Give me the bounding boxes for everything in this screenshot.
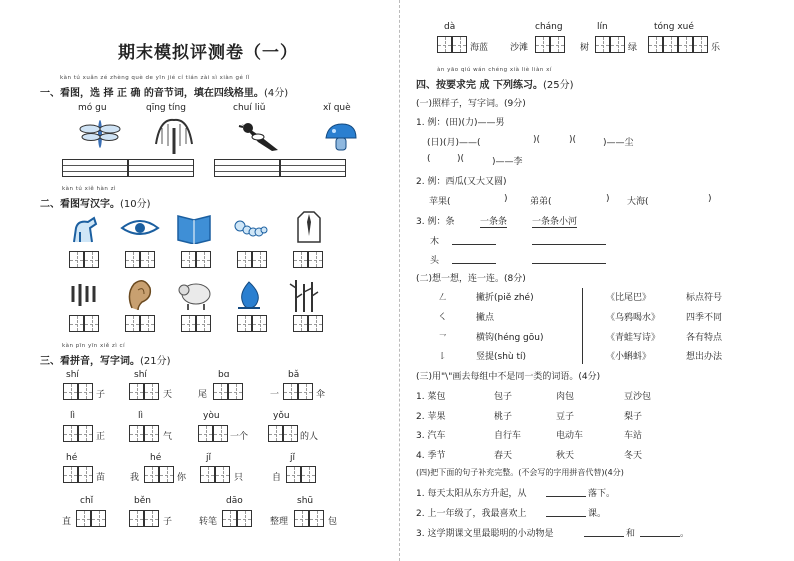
book-title-4[interactable]: 《小蝌蚪》 xyxy=(606,352,652,362)
p3-r3c3[interactable]: 电动车 xyxy=(556,431,584,441)
stroke-glyph-4: ㇙ xyxy=(438,352,448,362)
top-py-4: tóng xué xyxy=(654,22,694,32)
p1-q1e: ( xyxy=(427,154,431,164)
s3-txt-3-3: 你 xyxy=(177,473,187,483)
top-txt-5: 乐 xyxy=(711,43,721,53)
p4-q2-blank[interactable] xyxy=(546,516,586,517)
stroke-name-2[interactable]: 撇点 xyxy=(476,313,495,323)
s2-grid-10a[interactable] xyxy=(293,315,308,332)
book-note-1[interactable]: 标点符号 xyxy=(686,293,723,303)
s3-grid-3-1a[interactable] xyxy=(63,466,78,483)
p3-r3c2[interactable]: 自行车 xyxy=(494,431,522,441)
ear-image xyxy=(124,278,154,312)
top-grid-4c[interactable] xyxy=(678,36,693,53)
four-line-grid-2[interactable] xyxy=(128,159,194,177)
s3-txt-1-1: 子 xyxy=(96,390,106,400)
p1-q1b: )( xyxy=(533,135,541,145)
stroke-glyph-1: ㇜ xyxy=(438,293,448,303)
p4-q2a: 2. 上一年级了，我最喜欢上 xyxy=(416,509,527,519)
top-txt-2: 沙滩 xyxy=(510,43,529,53)
s2-grid-3b[interactable] xyxy=(196,251,211,268)
s3-txt-2-3: 一个 xyxy=(230,432,249,442)
top-grid-3b[interactable] xyxy=(610,36,625,53)
top-txt-1: 海蓝 xyxy=(470,43,489,53)
caterpillar-image xyxy=(232,214,268,242)
s3-grid-1-3a[interactable] xyxy=(213,383,228,400)
s2-grid-7b[interactable] xyxy=(140,315,155,332)
p1-q1: 1. 例：(田)(力)——男 xyxy=(416,118,505,128)
s3-txt-4-3: 转笔 xyxy=(199,517,218,527)
p3-r2c2[interactable]: 桃子 xyxy=(494,412,513,422)
p4-q1b: 落下。 xyxy=(588,489,616,499)
s3-txt-1-4: 一 xyxy=(270,390,280,400)
p4-q1-blank[interactable] xyxy=(546,496,586,497)
s3-grid-4-3b[interactable] xyxy=(237,510,252,527)
top-py-3: lín xyxy=(597,22,608,32)
p3-r1c4[interactable]: 豆沙包 xyxy=(624,392,652,402)
top-grid-2a[interactable] xyxy=(535,36,550,53)
p1-q3: 3. 例：条 xyxy=(416,217,455,227)
s2-grid-6a[interactable] xyxy=(69,315,84,332)
s2-grid-8b[interactable] xyxy=(196,315,211,332)
s3-grid-3-2a[interactable] xyxy=(144,466,159,483)
four-line-grid-3[interactable] xyxy=(214,159,280,177)
s3-txt-2-2: 气 xyxy=(163,432,173,442)
mushroom-image xyxy=(322,122,358,152)
s3-py-4-4: shū xyxy=(297,496,314,506)
willow-image xyxy=(152,114,196,154)
s3-grid-1-2b[interactable] xyxy=(144,383,159,400)
top-grid-4a[interactable] xyxy=(648,36,663,53)
top-grid-1b[interactable] xyxy=(452,36,467,53)
p3-r3c1[interactable]: 3. 汽车 xyxy=(416,431,446,441)
p3-r2c1[interactable]: 2. 苹果 xyxy=(416,412,446,422)
s3-py-1-4: bǎ xyxy=(288,370,300,380)
p3-r4c2[interactable]: 春天 xyxy=(494,451,513,461)
s3-txt-4-5: 包 xyxy=(328,517,338,527)
s2-grid-1a[interactable] xyxy=(69,251,84,268)
s4-heading: 四、按要求完 成 下列练习。(25分) xyxy=(416,80,574,91)
p4-q3-blank-2[interactable] xyxy=(640,536,680,537)
stroke-name-3[interactable]: 横钩(héng gōu) xyxy=(476,333,544,343)
p4-q1a: 1. 每天太阳从东方升起，从 xyxy=(416,489,527,499)
top-txt-4: 绿 xyxy=(628,43,638,53)
p1-q2c: 大海( xyxy=(627,197,649,207)
s1-word-4: xǐ què xyxy=(323,103,351,113)
p3-r3c4[interactable]: 车站 xyxy=(624,431,643,441)
s3-txt-4-1: 直 xyxy=(62,517,72,527)
s3-grid-3-3a[interactable] xyxy=(200,466,215,483)
four-line-grid-1[interactable] xyxy=(62,159,128,177)
s1-heading: 一、看图，选 择 正 确 的音节词，填在四线格里。(4分) xyxy=(40,88,289,99)
p4-q3c: 。 xyxy=(680,529,690,539)
s3-txt-4-4: 整理 xyxy=(270,517,289,527)
stroke-glyph-3: ㇖ xyxy=(438,333,448,343)
p4-q3a: 3. 这学期课文里最聪明的小动物是 xyxy=(416,529,554,539)
p3-r1c3[interactable]: 肉包 xyxy=(556,392,575,402)
p1-q2b: 弟弟( xyxy=(530,197,552,207)
s3-py-4-1: chǐ xyxy=(80,496,94,506)
s3-txt-2-4: 的人 xyxy=(300,432,319,442)
water-glyph-image xyxy=(70,282,98,308)
s3-py-2-3: yòu xyxy=(203,411,220,421)
page-divider xyxy=(399,0,400,561)
eye-image xyxy=(120,218,160,238)
s2-grid-7a[interactable] xyxy=(125,315,140,332)
s3-grid-1-1a[interactable] xyxy=(63,383,78,400)
p1-q2c-close: ) xyxy=(708,194,712,204)
s2-grid-4b[interactable] xyxy=(252,251,267,268)
top-grid-3a[interactable] xyxy=(595,36,610,53)
s3-grid-4-4b[interactable] xyxy=(309,510,324,527)
top-grid-4d[interactable] xyxy=(693,36,708,53)
s2-grid-1b[interactable] xyxy=(84,251,99,268)
s3-py-1-2: shí xyxy=(134,370,147,380)
p3-r4c3[interactable]: 秋天 xyxy=(556,451,575,461)
s3-grid-1-1b[interactable] xyxy=(78,383,93,400)
s3-heading: 三、看拼音，写字词。(21分) xyxy=(40,356,171,367)
s2-heading: 二、看图写汉字。(10分) xyxy=(40,199,151,210)
p1-q3b: 一条条小河 xyxy=(532,214,577,228)
s3-py-4-2: běn xyxy=(134,496,151,506)
s2-grid-2b[interactable] xyxy=(140,251,155,268)
p1-q1d: )——尘 xyxy=(603,138,634,148)
p4-q3-blank-1[interactable] xyxy=(584,536,624,537)
s3-txt-3-4: 只 xyxy=(234,473,244,483)
s3-txt-2-1: 正 xyxy=(96,432,106,442)
s2-grid-4a[interactable] xyxy=(237,251,252,268)
q3-tou-blank-1[interactable] xyxy=(452,263,496,264)
s2-grid-10b[interactable] xyxy=(308,315,323,332)
book-note-2[interactable]: 四季不同 xyxy=(686,313,723,323)
s3-py-3-3: jǐ xyxy=(206,453,212,463)
s1-word-2: qīng tíng xyxy=(146,103,186,113)
dragonfly-image xyxy=(78,117,122,151)
s1-word-3: chuí liǔ xyxy=(233,103,266,113)
top-py-1: dà xyxy=(444,22,456,32)
s2-grid-5a[interactable] xyxy=(293,251,308,268)
s3-grid-4-1a[interactable] xyxy=(76,510,91,527)
s3-grid-3-1b[interactable] xyxy=(78,466,93,483)
fire-image xyxy=(234,280,264,310)
s3-grid-1-3b[interactable] xyxy=(228,383,243,400)
s3-grid-4-1b[interactable] xyxy=(91,510,106,527)
top-grid-4b[interactable] xyxy=(663,36,678,53)
s3-py-2-1: lì xyxy=(70,411,76,421)
s3-grid-3-2b[interactable] xyxy=(159,466,174,483)
q3-mu-blank-1[interactable] xyxy=(452,244,496,245)
s3-grid-4-2b[interactable] xyxy=(144,510,159,527)
p4-q3b: 和 xyxy=(626,529,636,539)
s3-txt-3-2: 我 xyxy=(130,473,140,483)
p3-heading: (三)用"\"画去每组中不是同一类的词语。(4分) xyxy=(416,372,601,382)
p3-r4c4[interactable]: 冬天 xyxy=(624,451,643,461)
page-title: 期末模拟评测卷（一） xyxy=(118,43,298,63)
book-title-2[interactable]: 《乌鸦喝水》 xyxy=(606,313,661,323)
s2-grid-5b[interactable] xyxy=(308,251,323,268)
p1-q2a-close: ) xyxy=(504,194,508,204)
p3-r1c2[interactable]: 包子 xyxy=(494,392,513,402)
p1-q2: 2. 例：西瓜(又大又圆) xyxy=(416,177,507,187)
s3-py-2-4: yǒu xyxy=(273,411,290,421)
p3-r2c4[interactable]: 梨子 xyxy=(624,412,643,422)
s3-pinyin: kàn pīn yīn xiě zì cí xyxy=(62,343,126,349)
s3-grid-2-1a[interactable] xyxy=(63,425,78,442)
s3-grid-2-1b[interactable] xyxy=(78,425,93,442)
s2-grid-2a[interactable] xyxy=(125,251,140,268)
s3-py-3-1: hé xyxy=(66,453,78,463)
s3-py-3-2: hé xyxy=(150,453,162,463)
p1-q3d: 头 xyxy=(430,256,440,266)
s3-txt-1-3: 尾 xyxy=(198,390,208,400)
s3-txt-1-2: 天 xyxy=(163,390,173,400)
p1-q1a: (日)(月)——( xyxy=(427,138,481,148)
p4-q2b: 课。 xyxy=(588,509,607,519)
s3-grid-2-2b[interactable] xyxy=(144,425,159,442)
s3-py-2-2: lì xyxy=(138,411,144,421)
s3-grid-2-4a[interactable] xyxy=(268,425,283,442)
s1-pinyin: kàn tú xuǎn zé zhèng què de yīn jié cí tián zài sì xiàn gé lǐ xyxy=(60,75,250,81)
p3-r4c1[interactable]: 4. 季节 xyxy=(416,451,446,461)
p1-q2b-close: ) xyxy=(606,194,610,204)
sheep-image xyxy=(176,280,214,310)
p1-q1f: )( xyxy=(457,154,465,164)
s3-grid-2-3a[interactable] xyxy=(198,425,213,442)
s3-py-4-3: dāo xyxy=(226,496,243,506)
p4-heading: (四)把下面的句子补充完整。(不会写的字用拼音代替)(4分) xyxy=(416,468,624,477)
s3-py-3-4: jǐ xyxy=(290,453,296,463)
top-grid-1a[interactable] xyxy=(437,36,452,53)
book-note-3[interactable]: 各有特点 xyxy=(686,333,723,343)
s3-txt-4-2: 子 xyxy=(163,517,173,527)
p1-heading: (一)照样子，写字词。(9分) xyxy=(416,99,526,109)
p1-q2a: 苹果( xyxy=(429,197,451,207)
s2-pinyin: kàn tú xiě hàn zì xyxy=(62,186,117,192)
s3-grid-4-3a[interactable] xyxy=(222,510,237,527)
s3-txt-3-1: 苗 xyxy=(96,473,106,483)
bamboo-image xyxy=(288,278,320,312)
s2-grid-3a[interactable] xyxy=(181,251,196,268)
s3-grid-4-2a[interactable] xyxy=(129,510,144,527)
s3-grid-3-4b[interactable] xyxy=(301,466,316,483)
s3-py-1-1: shí xyxy=(66,370,79,380)
s2-grid-8a[interactable] xyxy=(181,315,196,332)
s3-grid-2-2a[interactable] xyxy=(129,425,144,442)
s3-grid-1-4b[interactable] xyxy=(298,383,313,400)
s3-txt-3-5: 自 xyxy=(272,473,282,483)
match-divider xyxy=(582,288,583,364)
book-title-3[interactable]: 《青蛙写诗》 xyxy=(606,333,661,343)
p3-r2c3[interactable]: 豆子 xyxy=(556,412,575,422)
s3-grid-4-4a[interactable] xyxy=(294,510,309,527)
s3-txt-1-5: 伞 xyxy=(316,390,326,400)
p2-heading: (二)想一想，连一连。(8分) xyxy=(416,274,526,284)
p3-r1c1[interactable]: 1. 菜包 xyxy=(416,392,446,402)
shirt-image xyxy=(294,210,324,244)
s3-grid-3-3b[interactable] xyxy=(215,466,230,483)
horse-image xyxy=(68,214,100,244)
s2-grid-9a[interactable] xyxy=(237,315,252,332)
p1-q1g: )——李 xyxy=(492,157,523,167)
q3-mu-blank-2[interactable] xyxy=(532,244,606,245)
s3-grid-1-2a[interactable] xyxy=(129,383,144,400)
s3-grid-3-4a[interactable] xyxy=(286,466,301,483)
magpie-image xyxy=(238,118,282,154)
s1-word-1: mó gu xyxy=(78,103,107,113)
stroke-name-4[interactable]: 竖提(shù tí) xyxy=(476,352,527,362)
s3-grid-1-4a[interactable] xyxy=(283,383,298,400)
four-line-grid-4[interactable] xyxy=(280,159,346,177)
p1-q3c: 木 xyxy=(430,237,440,247)
s3-grid-2-4b[interactable] xyxy=(283,425,298,442)
book-image xyxy=(176,212,212,244)
stroke-name-1[interactable]: 撇折(piě zhé) xyxy=(476,293,534,303)
s3-grid-2-3b[interactable] xyxy=(213,425,228,442)
q3-tou-blank-2[interactable] xyxy=(532,263,606,264)
p1-q3a: 一条条 xyxy=(480,214,507,228)
s2-grid-6b[interactable] xyxy=(84,315,99,332)
s3-py-1-3: bɑ xyxy=(218,370,230,380)
book-note-4[interactable]: 想出办法 xyxy=(686,352,723,362)
top-py-2: cháng xyxy=(535,22,563,32)
s4-pinyin: àn yāo qiú wán chéng xià liè liàn xí xyxy=(437,67,552,73)
stroke-glyph-2: ㇛ xyxy=(438,313,448,323)
top-grid-2b[interactable] xyxy=(550,36,565,53)
p1-q1c: )( xyxy=(569,135,577,145)
book-title-1[interactable]: 《比尾巴》 xyxy=(606,293,652,303)
s2-grid-9b[interactable] xyxy=(252,315,267,332)
top-txt-3: 树 xyxy=(580,43,590,53)
